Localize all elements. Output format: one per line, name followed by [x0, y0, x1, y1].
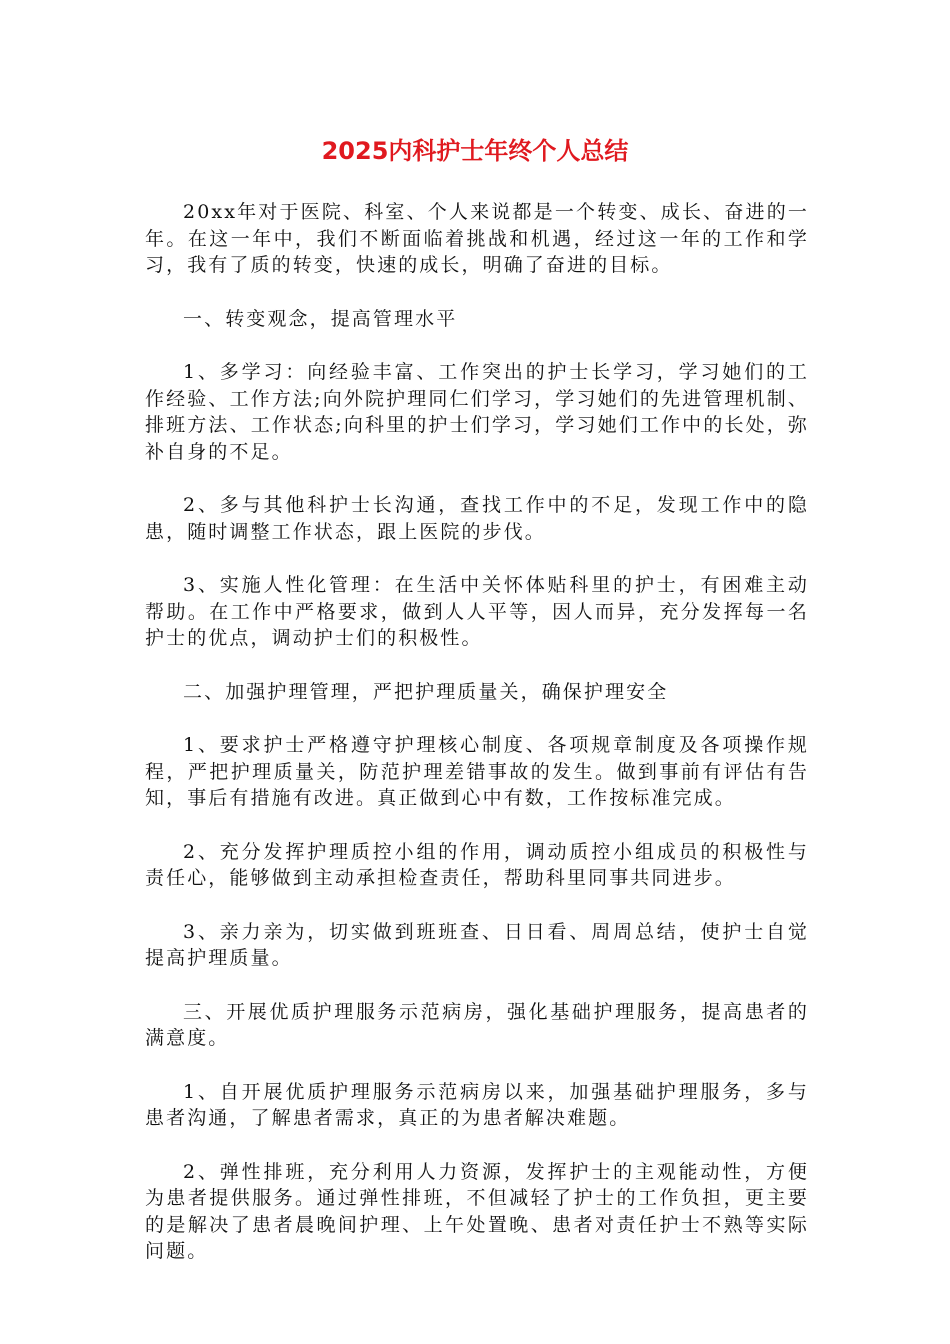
section-1-item-3: 3、实施人性化管理：在生活中关怀体贴科里的护士，有困难主动帮助。在工作中严格要求，做到人人平等，因人而异，充分发挥每一名护士的优点，调动护士们的积极性。: [145, 574, 809, 649]
section-2-item-2: 2、充分发挥护理质控小组的作用，调动质控小组成员的积极性与责任心，能够做到主动承担检查责任，帮助科里同事共同进步。: [145, 840, 809, 889]
section-3-item-2: 2、弹性排班，充分利用人力资源，发挥护士的主观能动性，方便为患者提供服务。通过弹性排班，不但减轻了护士的工作负担，更主要的是解决了患者晨晚间护理、上午处置晚、患者对责任护士不熟等实际问题。: [145, 1160, 809, 1262]
intro-paragraph: 20xx年对于医院、科室、个人来说都是一个转变、成长、奋进的一年。在这一年中，我们不断面临着挑战和机遇，经过这一年的工作和学习，我有了质的转变，快速的成长，明确了奋进的目标。: [145, 201, 809, 276]
document-body: [145, 199, 809, 1292]
section-heading-3: 三、开展优质护理服务示范病房，强化基础护理服务，提高患者的满意度。: [145, 1000, 809, 1049]
section-2-item-3: 3、亲力亲为，切实做到班班查、日日看、周周总结，使护士自觉提高护理质量。: [145, 920, 809, 969]
section-1-item-2: 2、多与其他科护士长沟通，查找工作中的不足，发现工作中的隐患，随时调整工作状态，跟上医院的步伐。: [145, 494, 809, 543]
section-heading-2: 二、加强护理管理，严把护理质量关，确保护理安全: [183, 680, 669, 703]
section-heading-1: 一、转变观念，提高管理水平: [183, 307, 458, 330]
section-1-item-1: 1、多学习：向经验丰富、工作突出的护士长学习，学习她们的工作经验、工作方法;向外院护理同仁们学习，学习她们的先进管理机制、排班方法、工作状态;向科里的护士们学习，学习她们工作中的长处，弥补自身的不足。: [145, 361, 809, 463]
page-title: 2025内科护士年终个人总结: [321, 137, 629, 165]
section-2-item-1: 1、要求护士严格遵守护理核心制度、各项规章制度及各项操作规程，严把护理质量关，防范护理差错事故的发生。做到事前有评估有告知，事后有措施有改进。真正做到心中有数，工作按标准完成。: [145, 734, 809, 809]
section-3-item-1: 1、自开展优质护理服务示范病房以来，加强基础护理服务，多与患者沟通，了解患者需求，真正的为患者解决难题。: [145, 1080, 809, 1129]
